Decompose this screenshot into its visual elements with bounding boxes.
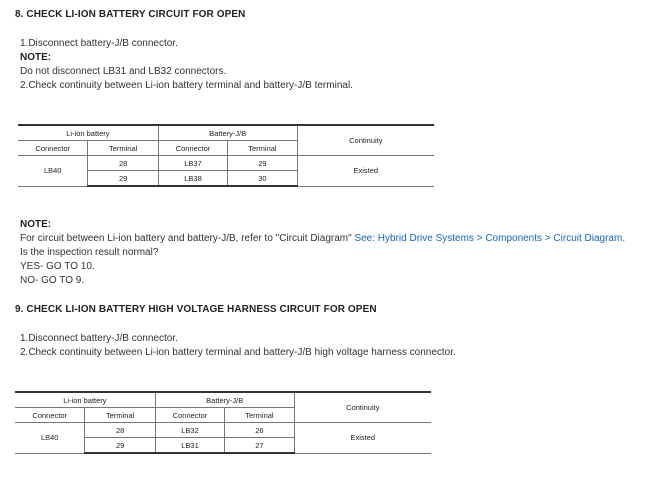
step-8-question: Is the inspection result normal? (20, 247, 159, 258)
table-row (15, 423, 431, 438)
table-cell-connector: LB31 (155, 438, 224, 454)
table-header-continuity: Continuity (294, 392, 431, 423)
table-cell-continuity: Existed (294, 423, 431, 454)
step-8-note-text: Do not disconnect LB31 and LB32 connectors. (20, 66, 227, 77)
table-subheader-terminal: Terminal (225, 408, 294, 423)
step-8-heading: 8. CHECK LI-ION BATTERY CIRCUIT FOR OPEN (15, 9, 246, 20)
table-header-battery-jb: Battery-J/B (158, 125, 297, 141)
table-subheader-terminal: Terminal (228, 141, 297, 156)
table-cell-connector: LB32 (155, 423, 224, 438)
table-cell-continuity: Existed (297, 156, 434, 187)
step-9-continuity-table (15, 391, 431, 454)
table-cell-terminal: 28 (88, 156, 158, 171)
step-8-instruction-2: 2.Check continuity between Li-ion battery terminal and battery-J/B terminal. (20, 80, 353, 91)
step-8-instruction-1: 1.Disconnect battery-J/B connector. (20, 38, 178, 49)
table-cell-terminal: 26 (225, 423, 294, 438)
table-cell-connector: LB38 (158, 171, 227, 187)
table-subheader-terminal: Terminal (85, 408, 155, 423)
table-cell-connector: LB40 (15, 423, 85, 454)
step-8-continuity-table (18, 124, 434, 187)
table-subheader-connector: Connector (155, 408, 224, 423)
table-cell-terminal: 27 (225, 438, 294, 454)
step-8-note-2-text (20, 233, 625, 244)
table-cell-terminal: 29 (85, 438, 155, 454)
table-row (18, 156, 434, 171)
step-8-note-label: NOTE: (20, 52, 52, 63)
table-cell-terminal: 28 (85, 423, 155, 438)
table-subheader-connector: Connector (15, 408, 85, 423)
table-header-battery-jb: Battery-J/B (155, 392, 294, 408)
step-8-no-result: NO- GO TO 9. (20, 275, 85, 286)
table-subheader-connector: Connector (158, 141, 227, 156)
table-cell-terminal: 30 (228, 171, 297, 187)
step-8-note-2-label: NOTE: (20, 219, 52, 230)
step-9-heading: 9. CHECK LI-ION BATTERY HIGH VOLTAGE HARNESS CIRCUIT FOR OPEN (15, 304, 377, 315)
circuit-diagram-link[interactable]: See: Hybrid Drive Systems > Components > Circuit Diagram. (354, 233, 626, 244)
table-cell-connector: LB37 (158, 156, 227, 171)
step-9-instruction-2: 2.Check continuity between Li-ion battery terminal and battery-J/B high voltage harness connector. (20, 347, 456, 358)
table-cell-terminal: 29 (228, 156, 297, 171)
step-9-instruction-1: 1.Disconnect battery-J/B connector. (20, 333, 178, 344)
note-2-body: For circuit between Li-ion battery and battery-J/B, refer to "Circuit Diagram" (20, 233, 352, 244)
table-cell-terminal: 29 (88, 171, 158, 187)
table-cell-connector: LB40 (18, 156, 88, 187)
table-header-li-ion-battery: Li-ion battery (18, 125, 158, 141)
table-header-continuity: Continuity (297, 125, 434, 156)
table-subheader-connector: Connector (18, 141, 88, 156)
step-8-yes-result: YES- GO TO 10. (20, 261, 95, 272)
table-header-li-ion-battery: Li-ion battery (15, 392, 155, 408)
table-subheader-terminal: Terminal (88, 141, 158, 156)
